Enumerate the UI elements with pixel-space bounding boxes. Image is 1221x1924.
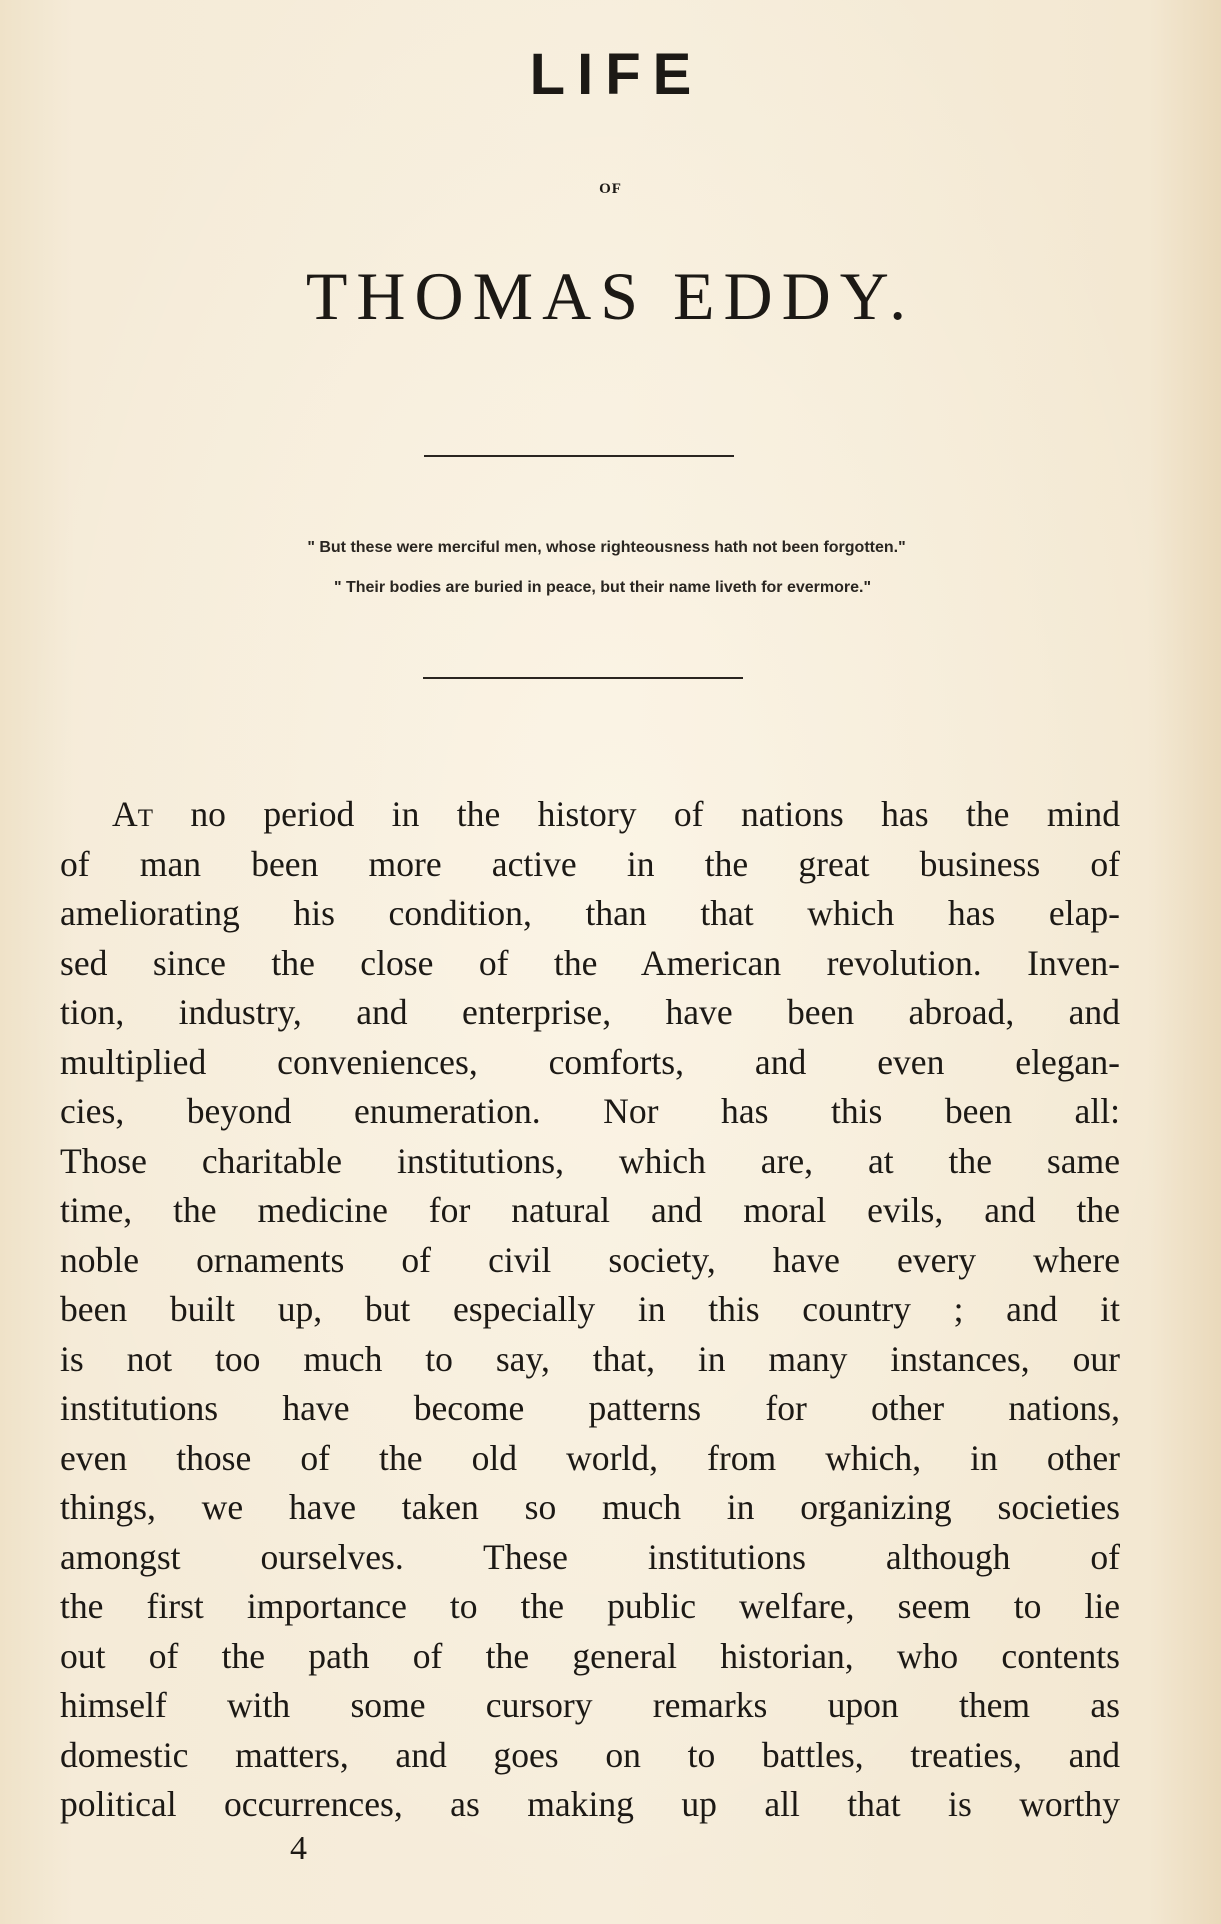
- epigraph-line-1: " But these were merciful men, whose righteousness hath not been forgotten.": [307, 539, 906, 556]
- body-line: amongst ourselves. These institutions although of: [60, 1536, 1120, 1577]
- body-line: ameliorating his condition, than that which has elap-: [60, 893, 1120, 933]
- first-line-rest: no period in the history of nations has the mind: [152, 794, 1120, 834]
- body-line: things, we have taken so much in organizing societies: [60, 1487, 1120, 1527]
- body-line: cies, beyond enumeration. Nor has this been all:: [60, 1091, 1120, 1131]
- epigraph-line-2: " Their bodies are buried in peace, but their name liveth for evermore.": [333, 579, 872, 596]
- body-line-first: [60, 790, 1120, 840]
- body-paragraph: [60, 790, 1120, 1830]
- page-number: 4: [290, 1830, 307, 1867]
- body-line: political occurrences, as making up all that is worthy: [60, 1784, 1120, 1824]
- body-line: domestic matters, and goes on to battles, treaties, and: [60, 1734, 1120, 1775]
- body-line: out of the path of the general historian, who contents: [60, 1635, 1120, 1676]
- body-line: sed since the close of the American revolution. Inven-: [60, 942, 1120, 983]
- body-line: multiplied conveniences, comforts, and even elegan-: [60, 1041, 1120, 1082]
- body-line: of man been more active in the great business of: [60, 843, 1120, 884]
- body-line: tion, industry, and enterprise, have been abroad, and: [60, 992, 1120, 1032]
- body-line: been built up, but especially in this country ; and it: [60, 1289, 1120, 1329]
- body-line: is not too much to say, that, in many instances, our: [60, 1338, 1120, 1379]
- divider-rule-bottom: [423, 677, 743, 679]
- body-line: time, the medicine for natural and moral evils, and the: [60, 1190, 1120, 1230]
- body-line: the first importance to the public welfare, seem to lie: [60, 1586, 1120, 1626]
- title-of: OF: [599, 181, 622, 197]
- body-line: institutions have become patterns for other nations,: [60, 1388, 1120, 1428]
- body-line: himself with some cursory remarks upon them as: [60, 1685, 1120, 1725]
- divider-rule-top: [424, 455, 734, 457]
- body-line: even those of the old world, from which, in other: [60, 1437, 1120, 1478]
- opening-word: At: [112, 794, 153, 834]
- body-line: noble ornaments of civil society, have every where: [60, 1239, 1120, 1280]
- title-name: THOMAS EDDY.: [305, 258, 916, 334]
- body-line: Those charitable institutions, which are, at the same: [60, 1140, 1120, 1181]
- title-life: LIFE: [529, 42, 704, 107]
